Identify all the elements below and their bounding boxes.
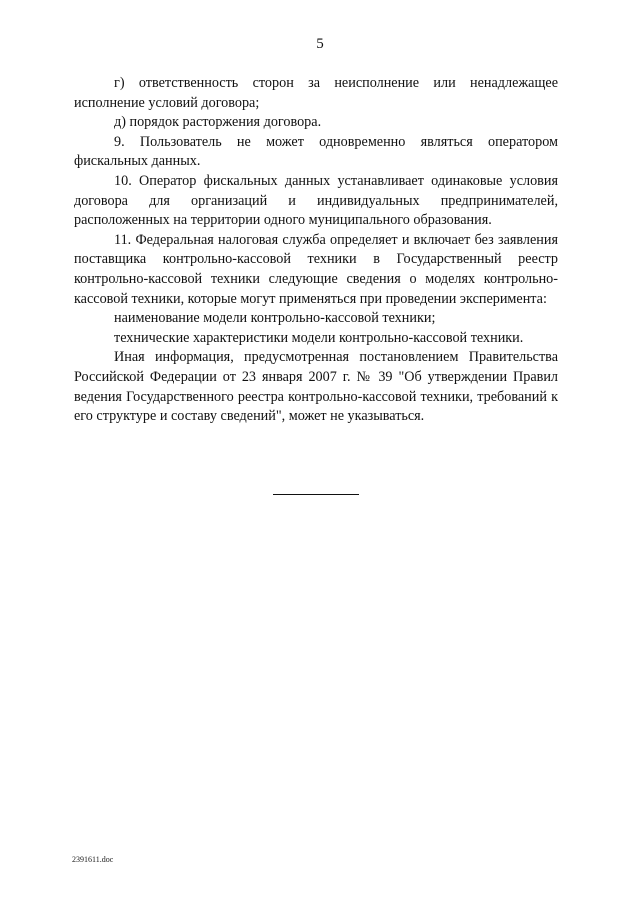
paragraph-model-name: наименование модели контрольно-кассовой техники;	[114, 310, 436, 327]
paragraph-clause-g: г) ответственность сторон за неисполнение или ненадлежащее исполнение условий договора;	[74, 75, 558, 111]
paragraph-other-info: Иная информация, предусмотренная постановлением Правительства Российской Федерации от 23 января 2007 г. № 39 "Об утверждении Правил ведения Государственного реестра контрольно-кассовой техники, требований к его структуре и составу сведений", может не указываться.	[74, 349, 558, 425]
paragraph-clause-d: д) порядок расторжения договора.	[114, 114, 322, 131]
footer-doc-reference: 2391611.doc	[72, 855, 114, 864]
paragraph-item-11: 11. Федеральная налоговая служба определяет и включает без заявления поставщика контрольно-кассовой техники в Государственный реестр контрольно-кассовой техники следующие сведения о моделях контрольно-кассовой техники, которые могут применяться при проведении эксперимента:	[74, 231, 558, 307]
paragraph-model-specs: технические характеристики модели контрольно-кассовой техники.	[114, 329, 524, 346]
closing-divider	[273, 494, 359, 495]
paragraph-item-9: 9. Пользователь не может одновременно являться оператором фискальных данных.	[74, 133, 558, 170]
paragraph-item-10: 10. Оператор фискальных данных устанавливает одинаковые условия договора для организаций и индивидуальных предпринимателей, расположенных на территории одного муниципального образования.	[74, 172, 558, 229]
document-body	[74, 74, 558, 427]
page-number: 5	[316, 36, 324, 52]
